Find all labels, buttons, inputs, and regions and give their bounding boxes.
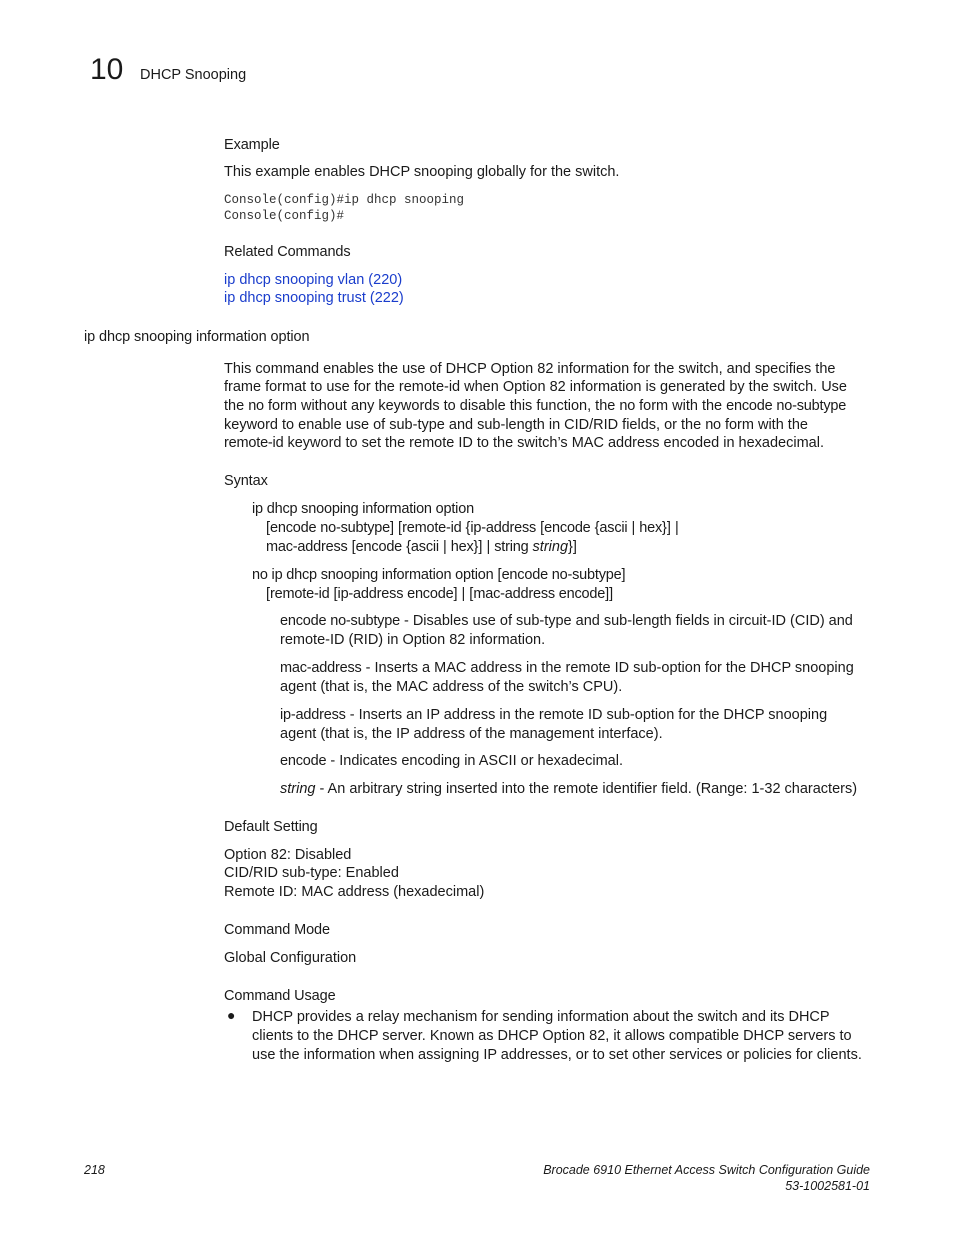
section-title: ip dhcp snooping information option	[84, 329, 310, 345]
intro-line-2: frame format to use for the remote-id when Option 82 information is generated by the switch. Use	[224, 379, 847, 395]
example-code-line-2: Console(config)#	[224, 209, 345, 223]
document-number: 53-1002581-01	[785, 1179, 870, 1193]
command-mode-text: Global Configuration	[224, 950, 357, 966]
usage-line-2: clients to the DHCP server. Known as DHCP Option 82, it allows compatible DHCP servers to	[252, 1028, 852, 1044]
param-encode-no-subtype: encode no-subtype - Disables use of sub-type and sub-length fields in circuit-ID (CID) and remote-ID (RID) in Option 82 information.	[280, 613, 853, 648]
bullet-icon: ●	[227, 1007, 236, 1023]
syntax-no-line-1: no ip dhcp snooping information option [encode no-subtype]	[252, 567, 626, 583]
intro-line-4: keyword to enable use of sub-type and sub-length in CID/RID fields, or the no form with the	[224, 417, 808, 433]
usage-line-3: use the information when assigning IP addresses, or to set other services or policies for clients.	[252, 1047, 862, 1063]
command-usage-heading: Command Usage	[224, 988, 336, 1004]
default-setting-line: CID/RID sub-type: Enabled	[224, 865, 399, 881]
chapter-number: 10	[90, 53, 124, 86]
intro-line-1: This command enables the use of DHCP Option 82 information for the switch, and specifies the	[224, 361, 836, 377]
intro-line-5: remote-id keyword to set the remote ID to the switch’s MAC address encoded in hexadecimal.	[224, 435, 824, 451]
syntax-no-line-2: [remote-id [ip-address encode] | [mac-address encode]]	[266, 586, 614, 602]
default-setting-heading: Default Setting	[224, 819, 318, 835]
param-encode: encode - Indicates encoding in ASCII or hexadecimal.	[280, 753, 623, 769]
related-commands-heading: Related Commands	[224, 244, 351, 260]
chapter-title: DHCP Snooping	[140, 67, 247, 83]
intro-line-3: the no form without any keywords to disable this function, the no form with the encode no-subtype	[224, 398, 847, 414]
syntax-line-1: [encode no-subtype] [remote-id {ip-address [encode {ascii | hex}] |	[266, 520, 679, 536]
page-number: 218	[84, 1163, 105, 1177]
param-ip-address: ip-address - Inserts an IP address in the remote ID sub-option for the DHCP snooping agent (that is, the IP address of the management interface).	[280, 707, 828, 742]
default-setting-line: Remote ID: MAC address (hexadecimal)	[224, 884, 485, 900]
document-title: Brocade 6910 Ethernet Access Switch Configuration Guide	[543, 1163, 870, 1177]
example-code-line-1: Console(config)#ip dhcp snooping	[224, 193, 465, 207]
example-heading: Example	[224, 137, 280, 153]
param-mac-address: mac-address - Inserts a MAC address in the remote ID sub-option for the DHCP snooping agent (that is, the MAC address of the switch’s CPU).	[280, 660, 854, 695]
syntax-line-2: mac-address [encode {ascii | hex}] | string string}]	[266, 539, 577, 555]
related-link-trust[interactable]: ip dhcp snooping trust (222)	[224, 290, 404, 306]
command-mode-heading: Command Mode	[224, 922, 330, 938]
param-string: string - An arbitrary string inserted into the remote identifier field. (Range: 1-32 characters)	[280, 781, 858, 797]
related-link-vlan[interactable]: ip dhcp snooping vlan (220)	[224, 272, 403, 288]
syntax-heading: Syntax	[224, 473, 268, 489]
syntax-command: ip dhcp snooping information option	[252, 501, 474, 517]
example-text: This example enables DHCP snooping globally for the switch.	[224, 164, 620, 180]
default-setting-line: Option 82: Disabled	[224, 847, 352, 863]
usage-line-1: DHCP provides a relay mechanism for sending information about the switch and its DHCP	[252, 1009, 830, 1025]
